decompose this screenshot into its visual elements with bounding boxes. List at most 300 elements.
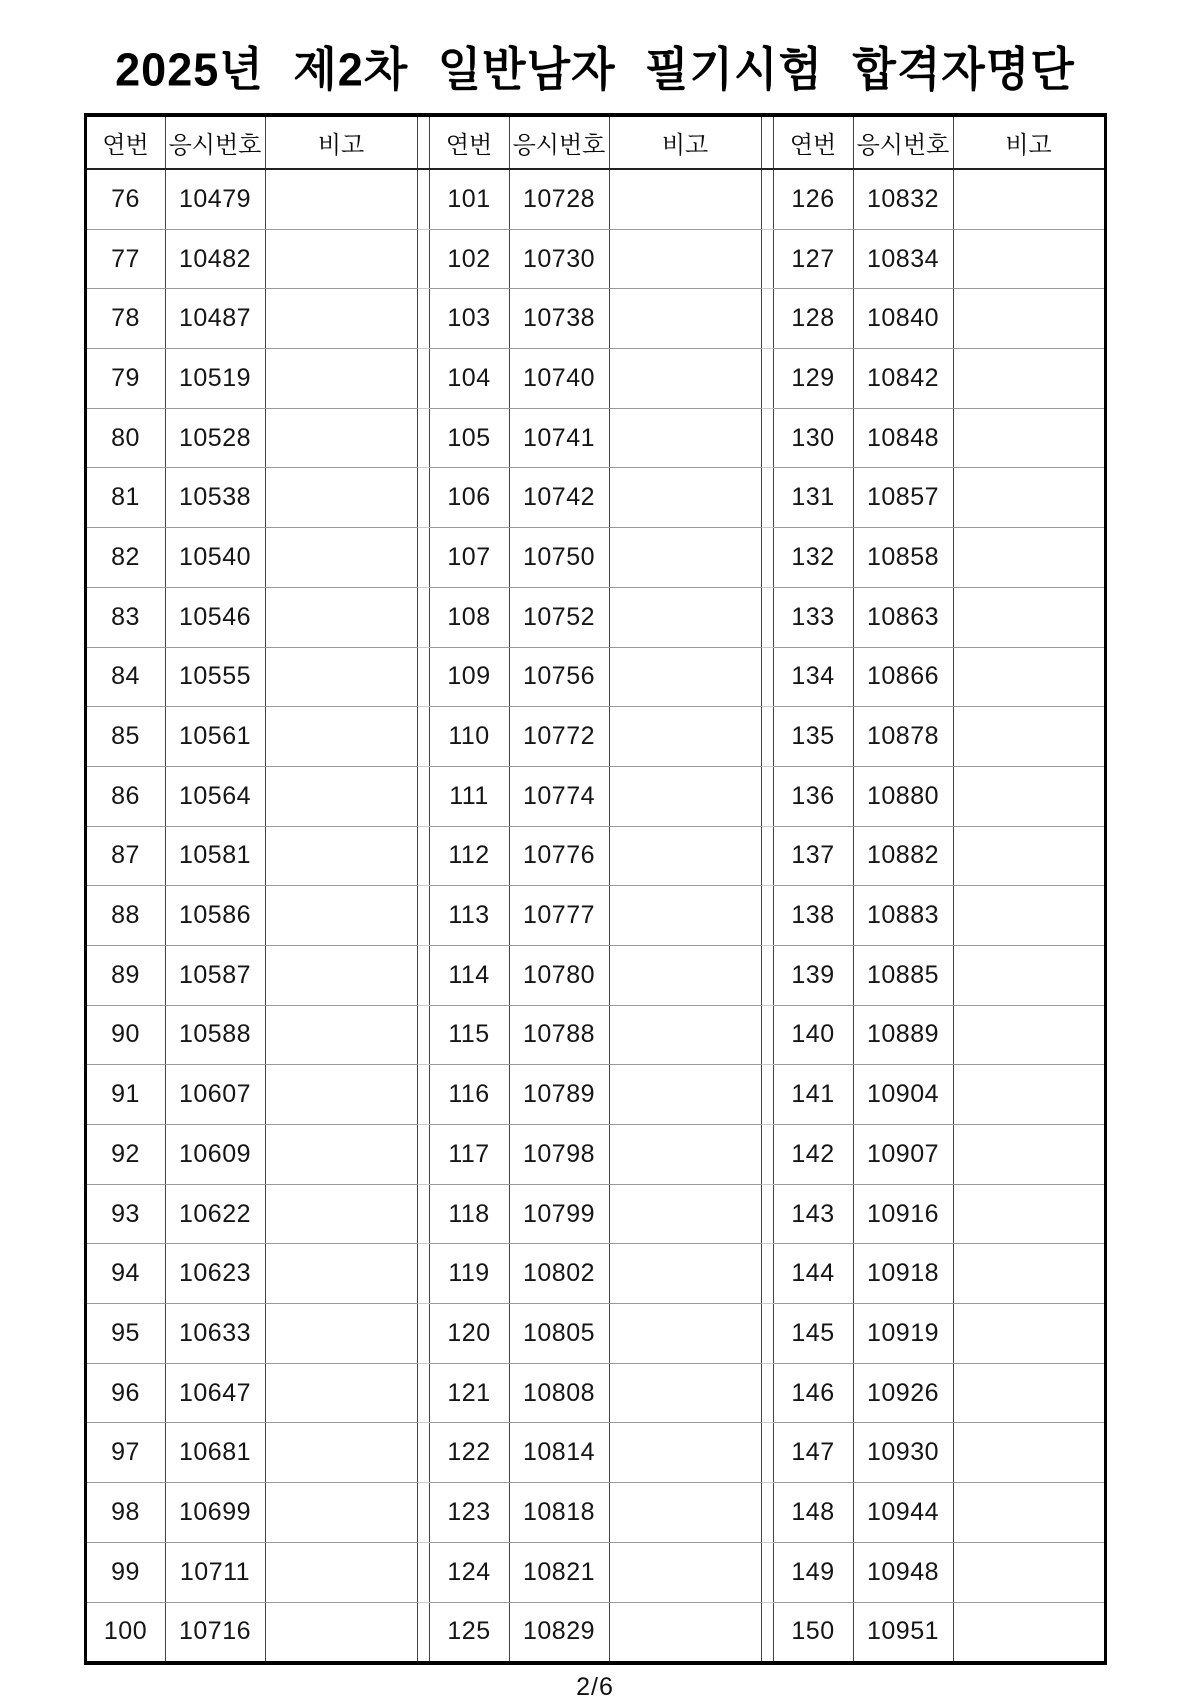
pass-list-table — [84, 113, 1107, 1665]
exam-number-cell: 10780 — [509, 945, 609, 1005]
serial-cell: 134 — [773, 647, 853, 707]
exam-number-cell: 10878 — [853, 707, 953, 767]
exam-number-cell: 10848 — [853, 408, 953, 468]
exam-number-cell: 10777 — [509, 886, 609, 946]
table-row — [85, 1363, 1105, 1423]
exam-number-cell: 10832 — [853, 169, 953, 229]
note-cell — [609, 1244, 761, 1304]
serial-cell: 145 — [773, 1304, 853, 1364]
serial-cell: 80 — [85, 408, 165, 468]
serial-cell: 79 — [85, 349, 165, 409]
serial-cell: 95 — [85, 1304, 165, 1364]
note-cell — [609, 945, 761, 1005]
serial-cell: 111 — [429, 766, 509, 826]
note-cell — [953, 647, 1105, 707]
note-cell — [609, 1423, 761, 1483]
group-divider — [417, 766, 429, 826]
col-header-serial: 연번 — [85, 115, 165, 169]
serial-cell: 90 — [85, 1005, 165, 1065]
col-header-exam-number: 응시번호 — [165, 115, 265, 169]
note-cell — [609, 408, 761, 468]
table-row — [85, 468, 1105, 528]
exam-number-cell: 10738 — [509, 289, 609, 349]
exam-number-cell: 10586 — [165, 886, 265, 946]
serial-cell: 94 — [85, 1244, 165, 1304]
note-cell — [265, 169, 417, 229]
exam-number-cell: 10944 — [853, 1483, 953, 1543]
group-divider — [761, 1423, 773, 1483]
exam-number-cell: 10742 — [509, 468, 609, 528]
table-row — [85, 1184, 1105, 1244]
exam-number-cell: 10728 — [509, 169, 609, 229]
exam-number-cell: 10750 — [509, 528, 609, 588]
table-row — [85, 647, 1105, 707]
group-divider — [761, 707, 773, 767]
group-divider — [761, 826, 773, 886]
note-cell — [609, 1542, 761, 1602]
exam-number-cell: 10623 — [165, 1244, 265, 1304]
header-row — [85, 115, 1105, 169]
note-cell — [953, 1363, 1105, 1423]
serial-cell: 91 — [85, 1065, 165, 1125]
note-cell — [953, 587, 1105, 647]
exam-number-cell: 10788 — [509, 1005, 609, 1065]
serial-cell: 78 — [85, 289, 165, 349]
exam-number-cell: 10863 — [853, 587, 953, 647]
group-divider — [761, 1244, 773, 1304]
note-cell — [609, 528, 761, 588]
serial-cell: 85 — [85, 707, 165, 767]
table-row — [85, 1423, 1105, 1483]
group-divider — [417, 1423, 429, 1483]
group-divider — [417, 647, 429, 707]
serial-cell: 125 — [429, 1602, 509, 1663]
note-cell — [265, 349, 417, 409]
table-row — [85, 289, 1105, 349]
group-divider — [761, 289, 773, 349]
group-divider — [417, 707, 429, 767]
note-cell — [953, 826, 1105, 886]
group-divider — [417, 468, 429, 528]
exam-number-cell: 10774 — [509, 766, 609, 826]
col-header-serial: 연번 — [429, 115, 509, 169]
note-cell — [265, 408, 417, 468]
serial-cell: 140 — [773, 1005, 853, 1065]
serial-cell: 117 — [429, 1125, 509, 1185]
exam-number-cell: 10647 — [165, 1363, 265, 1423]
note-cell — [953, 1602, 1105, 1663]
note-cell — [953, 1184, 1105, 1244]
exam-number-cell: 10633 — [165, 1304, 265, 1364]
note-cell — [265, 886, 417, 946]
group-divider — [761, 408, 773, 468]
exam-number-cell: 10948 — [853, 1542, 953, 1602]
note-cell — [265, 647, 417, 707]
serial-cell: 107 — [429, 528, 509, 588]
table-row — [85, 528, 1105, 588]
group-divider — [417, 408, 429, 468]
serial-cell: 89 — [85, 945, 165, 1005]
note-cell — [953, 1304, 1105, 1364]
group-divider — [417, 289, 429, 349]
note-cell — [265, 1483, 417, 1543]
exam-number-cell: 10885 — [853, 945, 953, 1005]
group-divider — [761, 766, 773, 826]
note-cell — [609, 766, 761, 826]
note-cell — [609, 1184, 761, 1244]
serial-cell: 84 — [85, 647, 165, 707]
note-cell — [609, 468, 761, 528]
note-cell — [609, 169, 761, 229]
serial-cell: 143 — [773, 1184, 853, 1244]
note-cell — [265, 707, 417, 767]
exam-number-cell: 10926 — [853, 1363, 953, 1423]
note-cell — [265, 1184, 417, 1244]
group-divider — [761, 1602, 773, 1663]
group-divider — [761, 1184, 773, 1244]
serial-cell: 119 — [429, 1244, 509, 1304]
serial-cell: 77 — [85, 229, 165, 289]
group-divider — [761, 1542, 773, 1602]
group-divider — [761, 169, 773, 229]
note-cell — [953, 945, 1105, 1005]
group-divider — [417, 1184, 429, 1244]
serial-cell: 108 — [429, 587, 509, 647]
serial-cell: 93 — [85, 1184, 165, 1244]
table-row — [85, 1005, 1105, 1065]
note-cell — [953, 1423, 1105, 1483]
exam-number-cell: 10821 — [509, 1542, 609, 1602]
note-cell — [265, 1244, 417, 1304]
note-cell — [953, 349, 1105, 409]
group-divider — [417, 115, 429, 169]
group-divider — [761, 1363, 773, 1423]
serial-cell: 147 — [773, 1423, 853, 1483]
note-cell — [609, 886, 761, 946]
serial-cell: 102 — [429, 229, 509, 289]
serial-cell: 150 — [773, 1602, 853, 1663]
exam-number-cell: 10587 — [165, 945, 265, 1005]
note-cell — [953, 1542, 1105, 1602]
serial-cell: 135 — [773, 707, 853, 767]
exam-number-cell: 10882 — [853, 826, 953, 886]
group-divider — [761, 587, 773, 647]
group-divider — [761, 886, 773, 946]
note-cell — [953, 707, 1105, 767]
serial-cell: 127 — [773, 229, 853, 289]
note-cell — [953, 169, 1105, 229]
table-row — [85, 1125, 1105, 1185]
group-divider — [761, 1005, 773, 1065]
table-row — [85, 349, 1105, 409]
exam-number-cell: 10681 — [165, 1423, 265, 1483]
group-divider — [761, 945, 773, 1005]
exam-number-cell: 10840 — [853, 289, 953, 349]
serial-cell: 83 — [85, 587, 165, 647]
page-title: 2025년 제2차 일반남자 필기시험 합격자명단 — [115, 42, 1075, 96]
serial-cell: 109 — [429, 647, 509, 707]
group-divider — [417, 1125, 429, 1185]
serial-cell: 76 — [85, 169, 165, 229]
group-divider — [417, 1244, 429, 1304]
table-row — [85, 1244, 1105, 1304]
table-row — [85, 169, 1105, 229]
table-row — [85, 408, 1105, 468]
group-divider — [761, 647, 773, 707]
exam-number-cell: 10798 — [509, 1125, 609, 1185]
serial-cell: 129 — [773, 349, 853, 409]
serial-cell: 138 — [773, 886, 853, 946]
exam-number-cell: 10802 — [509, 1244, 609, 1304]
note-cell — [953, 289, 1105, 349]
serial-cell: 104 — [429, 349, 509, 409]
serial-cell: 100 — [85, 1602, 165, 1663]
table-row — [85, 826, 1105, 886]
serial-cell: 113 — [429, 886, 509, 946]
group-divider — [761, 1483, 773, 1543]
note-cell — [609, 1363, 761, 1423]
exam-number-cell: 10581 — [165, 826, 265, 886]
exam-number-cell: 10730 — [509, 229, 609, 289]
table-header — [85, 115, 1105, 169]
serial-cell: 136 — [773, 766, 853, 826]
exam-number-cell: 10866 — [853, 647, 953, 707]
exam-number-cell: 10829 — [509, 1602, 609, 1663]
serial-cell: 87 — [85, 826, 165, 886]
exam-number-cell: 10540 — [165, 528, 265, 588]
serial-cell: 137 — [773, 826, 853, 886]
serial-cell: 120 — [429, 1304, 509, 1364]
serial-cell: 99 — [85, 1542, 165, 1602]
group-divider — [417, 1483, 429, 1543]
serial-cell: 139 — [773, 945, 853, 1005]
note-cell — [265, 1005, 417, 1065]
note-cell — [609, 647, 761, 707]
note-cell — [953, 1125, 1105, 1185]
serial-cell: 88 — [85, 886, 165, 946]
exam-number-cell: 10880 — [853, 766, 953, 826]
exam-number-cell: 10740 — [509, 349, 609, 409]
note-cell — [265, 1065, 417, 1125]
note-cell — [953, 468, 1105, 528]
serial-cell: 128 — [773, 289, 853, 349]
note-cell — [609, 1483, 761, 1543]
group-divider — [417, 1542, 429, 1602]
exam-number-cell: 10609 — [165, 1125, 265, 1185]
col-header-exam-number: 응시번호 — [853, 115, 953, 169]
serial-cell: 115 — [429, 1005, 509, 1065]
exam-number-cell: 10883 — [853, 886, 953, 946]
serial-cell: 98 — [85, 1483, 165, 1543]
table-row — [85, 587, 1105, 647]
note-cell — [265, 1363, 417, 1423]
serial-cell: 86 — [85, 766, 165, 826]
serial-cell: 106 — [429, 468, 509, 528]
serial-cell: 118 — [429, 1184, 509, 1244]
exam-number-cell: 10842 — [853, 349, 953, 409]
group-divider — [761, 1065, 773, 1125]
serial-cell: 97 — [85, 1423, 165, 1483]
note-cell — [609, 1602, 761, 1663]
serial-cell: 126 — [773, 169, 853, 229]
note-cell — [609, 289, 761, 349]
exam-number-cell: 10808 — [509, 1363, 609, 1423]
exam-number-cell: 10918 — [853, 1244, 953, 1304]
note-cell — [265, 468, 417, 528]
group-divider — [761, 1304, 773, 1364]
exam-number-cell: 10756 — [509, 647, 609, 707]
note-cell — [953, 766, 1105, 826]
note-cell — [609, 1304, 761, 1364]
table-row — [85, 1483, 1105, 1543]
exam-number-cell: 10699 — [165, 1483, 265, 1543]
group-divider — [417, 1065, 429, 1125]
note-cell — [609, 229, 761, 289]
serial-cell: 112 — [429, 826, 509, 886]
group-divider — [417, 826, 429, 886]
col-header-note: 비고 — [265, 115, 417, 169]
group-divider — [417, 528, 429, 588]
group-divider — [417, 1602, 429, 1663]
table-row — [85, 886, 1105, 946]
table-row — [85, 1602, 1105, 1663]
group-divider — [417, 1304, 429, 1364]
serial-cell: 114 — [429, 945, 509, 1005]
table-row — [85, 1065, 1105, 1125]
note-cell — [953, 528, 1105, 588]
serial-cell: 132 — [773, 528, 853, 588]
note-cell — [953, 1065, 1105, 1125]
exam-number-cell: 10889 — [853, 1005, 953, 1065]
serial-cell: 123 — [429, 1483, 509, 1543]
note-cell — [609, 826, 761, 886]
note-cell — [953, 1244, 1105, 1304]
exam-number-cell: 10561 — [165, 707, 265, 767]
serial-cell: 146 — [773, 1363, 853, 1423]
col-header-note: 비고 — [609, 115, 761, 169]
note-cell — [609, 1065, 761, 1125]
table-row — [85, 707, 1105, 767]
serial-cell: 141 — [773, 1065, 853, 1125]
serial-cell: 96 — [85, 1363, 165, 1423]
serial-cell: 105 — [429, 408, 509, 468]
exam-number-cell: 10858 — [853, 528, 953, 588]
exam-number-cell: 10546 — [165, 587, 265, 647]
serial-cell: 142 — [773, 1125, 853, 1185]
exam-number-cell: 10916 — [853, 1184, 953, 1244]
serial-cell: 110 — [429, 707, 509, 767]
table-body — [85, 169, 1105, 1663]
group-divider — [417, 945, 429, 1005]
exam-number-cell: 10799 — [509, 1184, 609, 1244]
note-cell — [265, 1304, 417, 1364]
serial-cell: 133 — [773, 587, 853, 647]
group-divider — [417, 1363, 429, 1423]
page-number: 2/6 — [576, 1673, 614, 1702]
exam-number-cell: 10857 — [853, 468, 953, 528]
exam-number-cell: 10919 — [853, 1304, 953, 1364]
exam-number-cell: 10528 — [165, 408, 265, 468]
exam-number-cell: 10741 — [509, 408, 609, 468]
note-cell — [953, 886, 1105, 946]
note-cell — [609, 587, 761, 647]
exam-number-cell: 10555 — [165, 647, 265, 707]
serial-cell: 148 — [773, 1483, 853, 1543]
group-divider — [417, 349, 429, 409]
note-cell — [265, 528, 417, 588]
exam-number-cell: 10588 — [165, 1005, 265, 1065]
note-cell — [265, 1125, 417, 1185]
exam-number-cell: 10716 — [165, 1602, 265, 1663]
note-cell — [265, 1542, 417, 1602]
table-row — [85, 229, 1105, 289]
table-row — [85, 945, 1105, 1005]
note-cell — [265, 1423, 417, 1483]
group-divider — [761, 528, 773, 588]
exam-number-cell: 10805 — [509, 1304, 609, 1364]
group-divider — [761, 229, 773, 289]
serial-cell: 116 — [429, 1065, 509, 1125]
note-cell — [265, 289, 417, 349]
group-divider — [417, 587, 429, 647]
exam-number-cell: 10711 — [165, 1542, 265, 1602]
serial-cell: 103 — [429, 289, 509, 349]
exam-number-cell: 10789 — [509, 1065, 609, 1125]
col-header-serial: 연번 — [773, 115, 853, 169]
exam-number-cell: 10622 — [165, 1184, 265, 1244]
exam-number-cell: 10776 — [509, 826, 609, 886]
exam-number-cell: 10814 — [509, 1423, 609, 1483]
exam-number-cell: 10818 — [509, 1483, 609, 1543]
note-cell — [609, 1125, 761, 1185]
exam-number-cell: 10752 — [509, 587, 609, 647]
group-divider — [761, 115, 773, 169]
exam-number-cell: 10907 — [853, 1125, 953, 1185]
note-cell — [609, 1005, 761, 1065]
note-cell — [953, 408, 1105, 468]
serial-cell: 121 — [429, 1363, 509, 1423]
exam-number-cell: 10479 — [165, 169, 265, 229]
note-cell — [265, 766, 417, 826]
col-header-exam-number: 응시번호 — [509, 115, 609, 169]
group-divider — [417, 229, 429, 289]
exam-number-cell: 10607 — [165, 1065, 265, 1125]
serial-cell: 149 — [773, 1542, 853, 1602]
exam-number-cell: 10930 — [853, 1423, 953, 1483]
serial-cell: 130 — [773, 408, 853, 468]
exam-number-cell: 10538 — [165, 468, 265, 528]
exam-number-cell: 10904 — [853, 1065, 953, 1125]
table-row — [85, 1542, 1105, 1602]
note-cell — [265, 945, 417, 1005]
exam-number-cell: 10487 — [165, 289, 265, 349]
table-row — [85, 766, 1105, 826]
exam-number-cell: 10834 — [853, 229, 953, 289]
serial-cell: 122 — [429, 1423, 509, 1483]
exam-number-cell: 10482 — [165, 229, 265, 289]
serial-cell: 92 — [85, 1125, 165, 1185]
table-row — [85, 1304, 1105, 1364]
note-cell — [609, 349, 761, 409]
note-cell — [953, 1483, 1105, 1543]
exam-number-cell: 10564 — [165, 766, 265, 826]
serial-cell: 131 — [773, 468, 853, 528]
col-header-note: 비고 — [953, 115, 1105, 169]
serial-cell: 82 — [85, 528, 165, 588]
group-divider — [761, 1125, 773, 1185]
serial-cell: 124 — [429, 1542, 509, 1602]
exam-number-cell: 10519 — [165, 349, 265, 409]
